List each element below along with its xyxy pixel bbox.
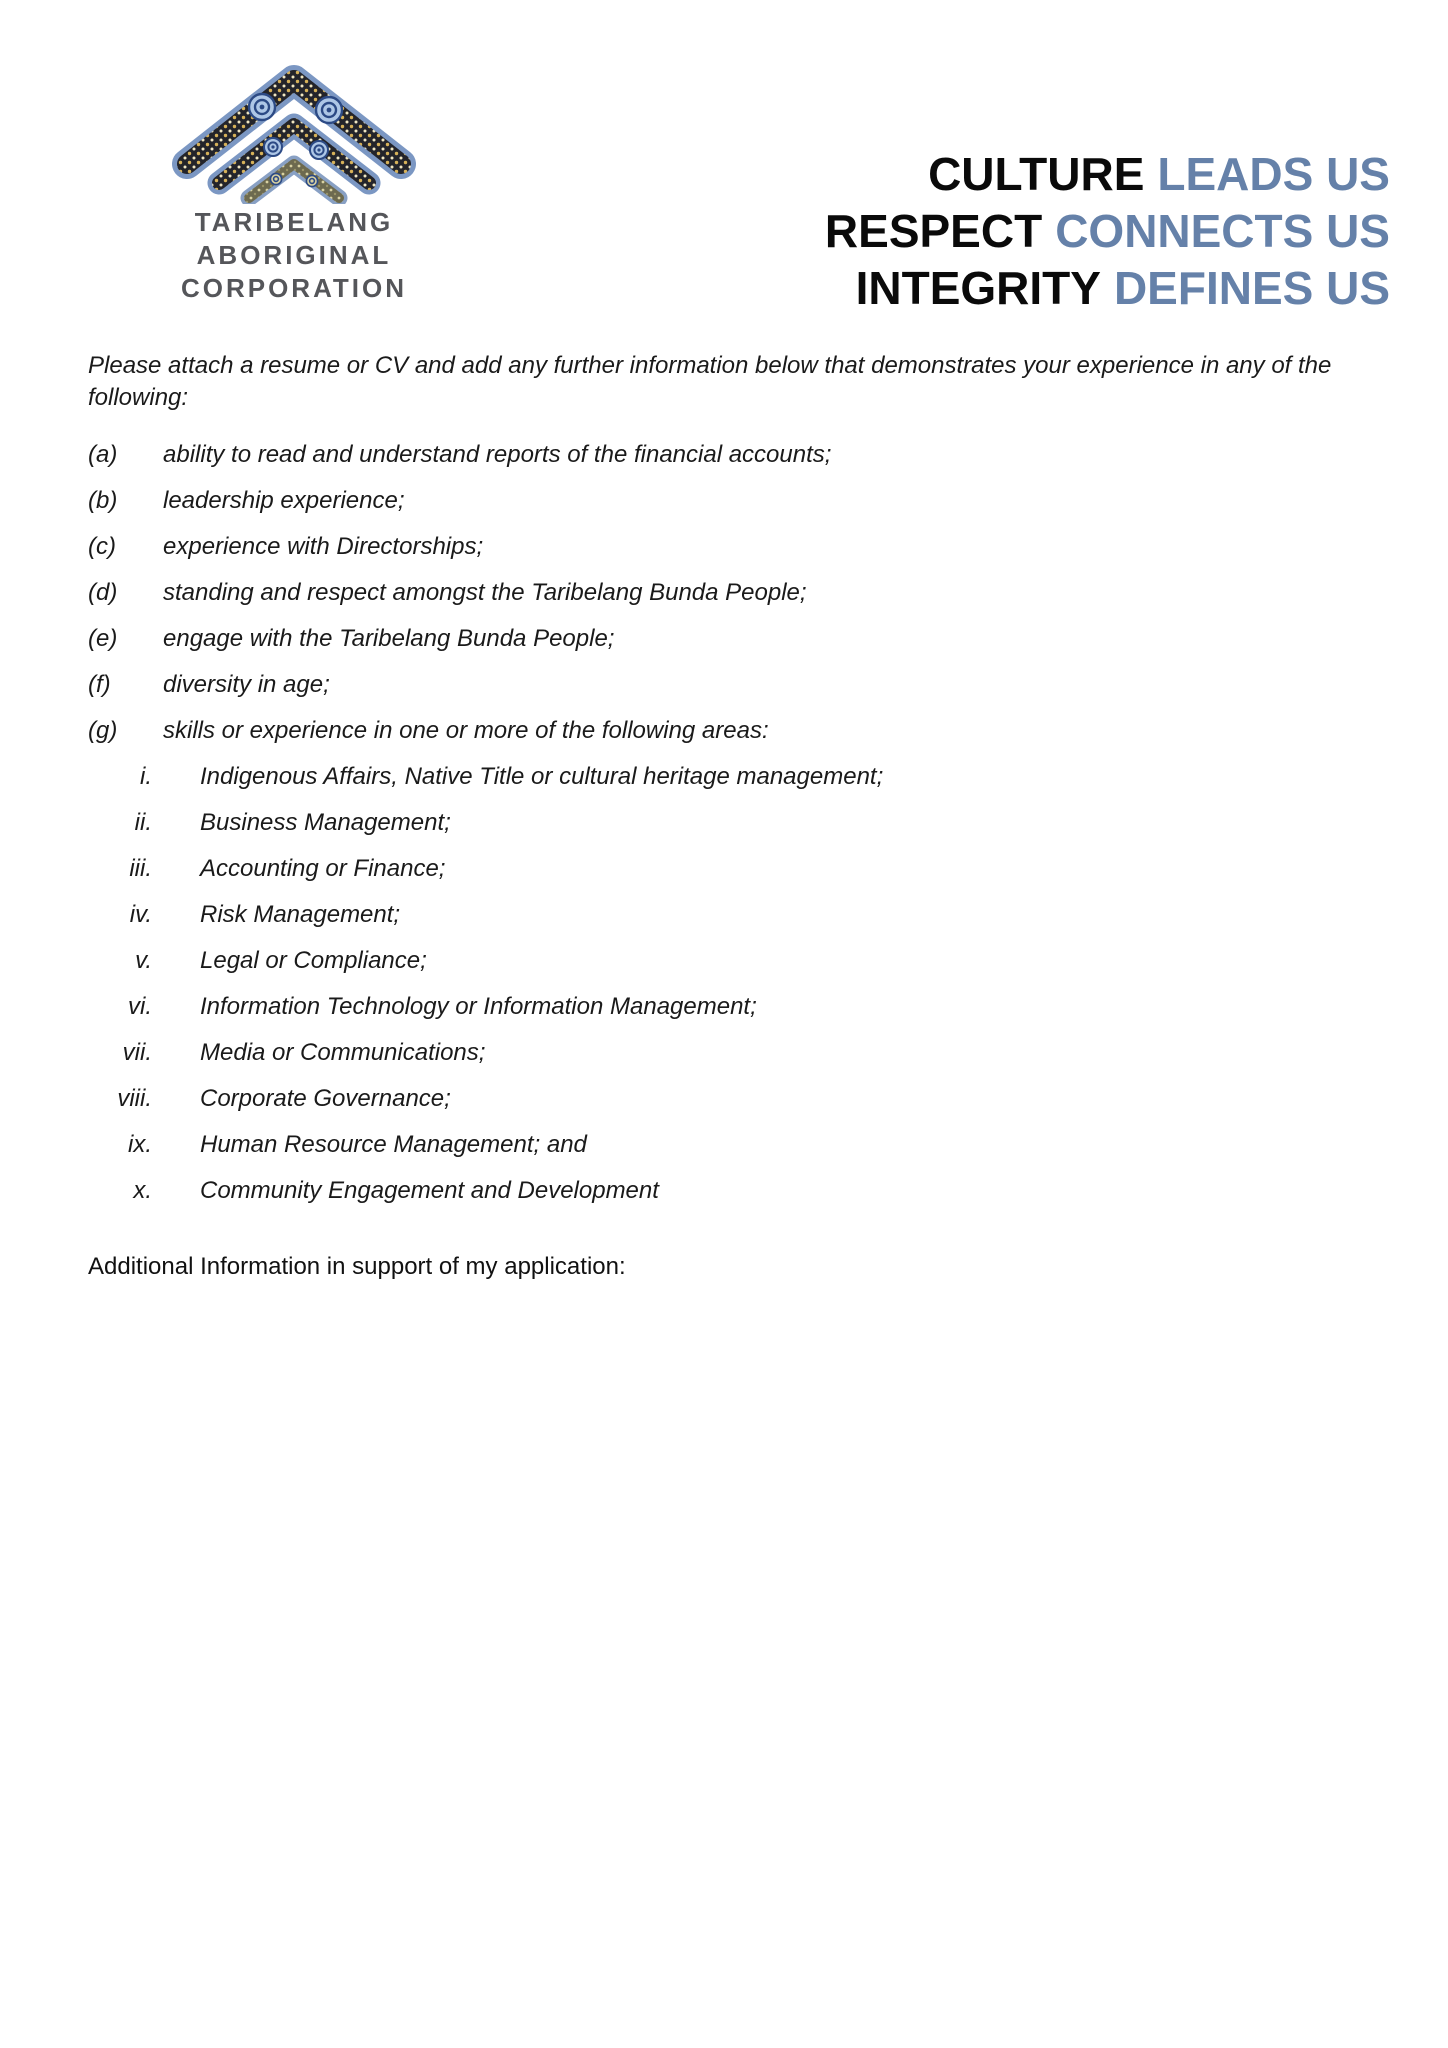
sub-item-label: ii. [134,809,152,836]
tagline-lead-2: RESPECT [824,205,1043,257]
additional-info-heading: Additional Information in support of my application: [88,1253,626,1280]
sub-list-item [88,992,1370,1022]
sub-item-label: iii. [129,855,152,882]
item-text: standing and respect amongst the Taribelang Bunda People; [163,579,807,606]
item-label: (b) [88,487,118,514]
intro-paragraph: Please attach a resume or CV and add any further information below that demonstrates your experience in any of the following: [88,352,1332,411]
item-label: (c) [88,533,116,560]
sub-list-item [88,808,1370,838]
tagline [825,146,1390,317]
sub-item-label: ix. [128,1131,152,1158]
list-item [88,624,1370,654]
tagline-accent-1: LEADS US [1157,148,1390,200]
list-item [88,716,1370,746]
document-body [88,350,1370,1282]
sub-item-text: Media or Communications; [200,1039,486,1066]
sub-item-text: Accounting or Finance; [200,855,446,882]
sub-item-label: iv. [129,901,152,928]
list-item [88,578,1370,608]
sub-item-text: Risk Management; [200,901,401,928]
criteria-list [88,440,1370,746]
sub-item-label: i. [140,763,152,790]
tagline-lead-1: CULTURE [928,148,1145,200]
sub-list-item [88,946,1370,976]
list-item [88,532,1370,562]
sub-list-item [88,854,1370,884]
sub-list-item [88,1130,1370,1160]
item-text: ability to read and understand reports of the financial accounts; [163,441,832,468]
sub-list-item [88,1084,1370,1114]
sub-list-item [88,900,1370,930]
sub-item-label: v. [135,947,152,974]
item-label: (e) [88,625,118,652]
list-item [88,440,1370,470]
boomerang-logo-icon [165,52,423,204]
tagline-line-3 [825,260,1390,317]
sub-list-item [88,762,1370,792]
sub-item-text: Legal or Compliance; [200,947,427,974]
sub-item-label: viii. [117,1085,152,1112]
sub-item-label: vi. [128,993,152,1020]
item-text: diversity in age; [163,671,330,698]
logo-org-name-line-1: TARIBELANG [194,207,394,237]
list-item [88,486,1370,516]
item-label: (g) [88,717,118,744]
item-text: leadership experience; [163,487,405,514]
item-text: experience with Directorships; [163,533,484,560]
logo-org-name-line-3: CORPORATION [180,273,408,303]
sub-criteria-list [88,762,1370,1206]
tagline-line-1 [825,146,1390,203]
sub-item-text: Indigenous Affairs, Native Title or cultural heritage management; [200,763,884,790]
sub-item-text: Corporate Governance; [200,1085,451,1112]
sub-item-label: vii. [122,1039,152,1066]
tagline-line-2 [825,203,1390,260]
item-label: (d) [88,579,118,606]
sub-item-text: Business Management; [200,809,451,836]
list-item [88,670,1370,700]
sub-item-label: x. [133,1177,152,1204]
tagline-accent-2: CONNECTS US [1055,205,1390,257]
tagline-accent-3: DEFINES US [1113,262,1390,314]
item-label: (f) [88,671,111,698]
sub-item-text: Community Engagement and Development [200,1177,659,1204]
logo-org-name [165,206,423,305]
item-label: (a) [88,441,118,468]
sub-list-item [88,1176,1370,1206]
logo-org-name-line-2: ABORIGINAL [196,240,392,270]
sub-item-text: Information Technology or Information Management; [200,993,757,1020]
tagline-lead-3: INTEGRITY [855,262,1101,314]
sub-item-text: Human Resource Management; and [200,1131,587,1158]
sub-list-item [88,1038,1370,1068]
item-text: engage with the Taribelang Bunda People; [163,625,615,652]
logo-block [165,52,423,305]
item-text: skills or experience in one or more of the following areas: [163,717,769,744]
